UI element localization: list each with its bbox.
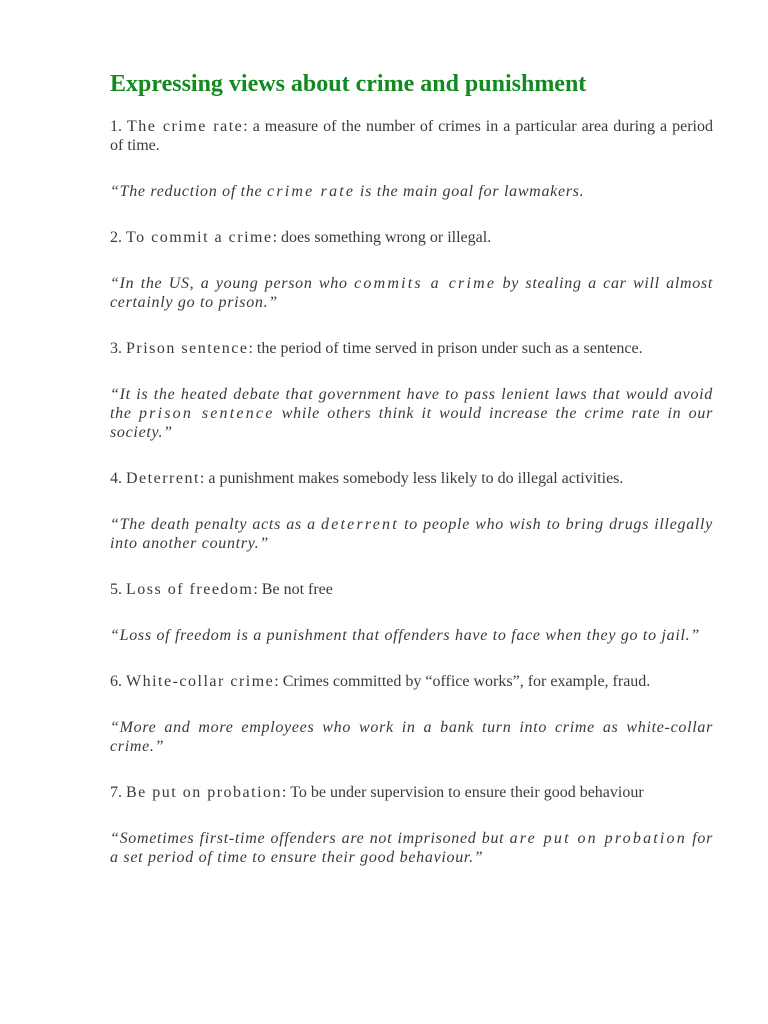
definition: : Crimes committed by “office works”, for example, fraud. [274,673,651,690]
example-text: “It is the heated debate that government have to pass lenient laws that would avoid the [110,386,713,422]
example-keyword: crime rate [267,183,356,200]
entry-number: 1. [110,118,122,135]
entry-number: 7. [110,784,122,801]
definition: : To be under supervision to ensure their good behaviour [282,784,644,801]
entry-number: 5. [110,581,122,598]
definition-line [110,580,713,599]
term: To commit a crime [126,229,273,246]
example-sentence [110,182,713,201]
entry-3 [110,339,713,442]
example-text: by stealing a car will almost certainly go to prison.” [110,275,713,311]
definition: : Be not free [253,581,333,598]
definition-line [110,783,713,802]
example-sentence [110,385,713,442]
definition-line [110,339,713,358]
example-sentence [110,829,713,867]
entry-7 [110,783,713,867]
example-text: “In the US, a young person who [110,275,355,292]
example-text: “The reduction of the [110,183,268,200]
definition-line [110,672,713,691]
example-sentence [110,626,713,645]
example-text: for a set period of time to ensure their good behaviour.” [110,830,713,866]
example-text: “Sometimes first-time offenders are not imprisoned but [110,830,510,847]
entry-number: 6. [110,673,122,690]
definition-line [110,117,713,155]
term: Deterrent [126,470,200,487]
example-keyword: prison sentence [138,405,275,422]
example-sentence [110,718,713,756]
entry-2 [110,228,713,312]
example-text: “Loss of freedom is a punishment that offenders have to face when they go to jail.” [110,627,700,644]
page-title: Expressing views about crime and punishment [110,71,587,97]
entry-number: 4. [110,470,122,487]
document-page [110,68,713,894]
definition: : a punishment makes somebody less likely to do illegal activities. [199,470,624,487]
entry-4 [110,469,713,553]
example-keyword: deterrent [321,516,399,533]
entry-1 [110,117,713,201]
entry-5 [110,580,713,645]
definition-line [110,228,713,247]
entry-number: 3. [110,340,122,357]
example-sentence [110,274,713,312]
example-sentence [110,515,713,553]
definition: : the period of time served in prison under such as a sentence. [248,340,643,357]
example-keyword: are put on probation [509,830,687,847]
definition-line [110,469,713,488]
term: Be put on probation [126,784,283,801]
definition: : a measure of the number of crimes in a particular area during a period of time. [110,118,713,154]
entry-6 [110,672,713,756]
example-text: to people who wish to bring drugs illegally into another country.” [110,516,713,552]
entry-number: 2. [110,229,122,246]
term: Loss of freedom [126,581,254,598]
term: Prison sentence [126,340,249,357]
example-text: while others think it would increase the crime rate in our society.” [110,405,713,441]
term: White-collar crime [126,673,275,690]
definition: : does something wrong or illegal. [272,229,492,246]
example-text: is the main goal for lawmakers. [355,183,585,200]
example-text: “The death penalty acts as a [110,516,321,533]
example-keyword: commits a crime [354,275,497,292]
term: The crime rate [127,118,244,135]
example-text: “More and more employees who work in a bank turn into crime as white-collar crime.” [110,719,713,755]
